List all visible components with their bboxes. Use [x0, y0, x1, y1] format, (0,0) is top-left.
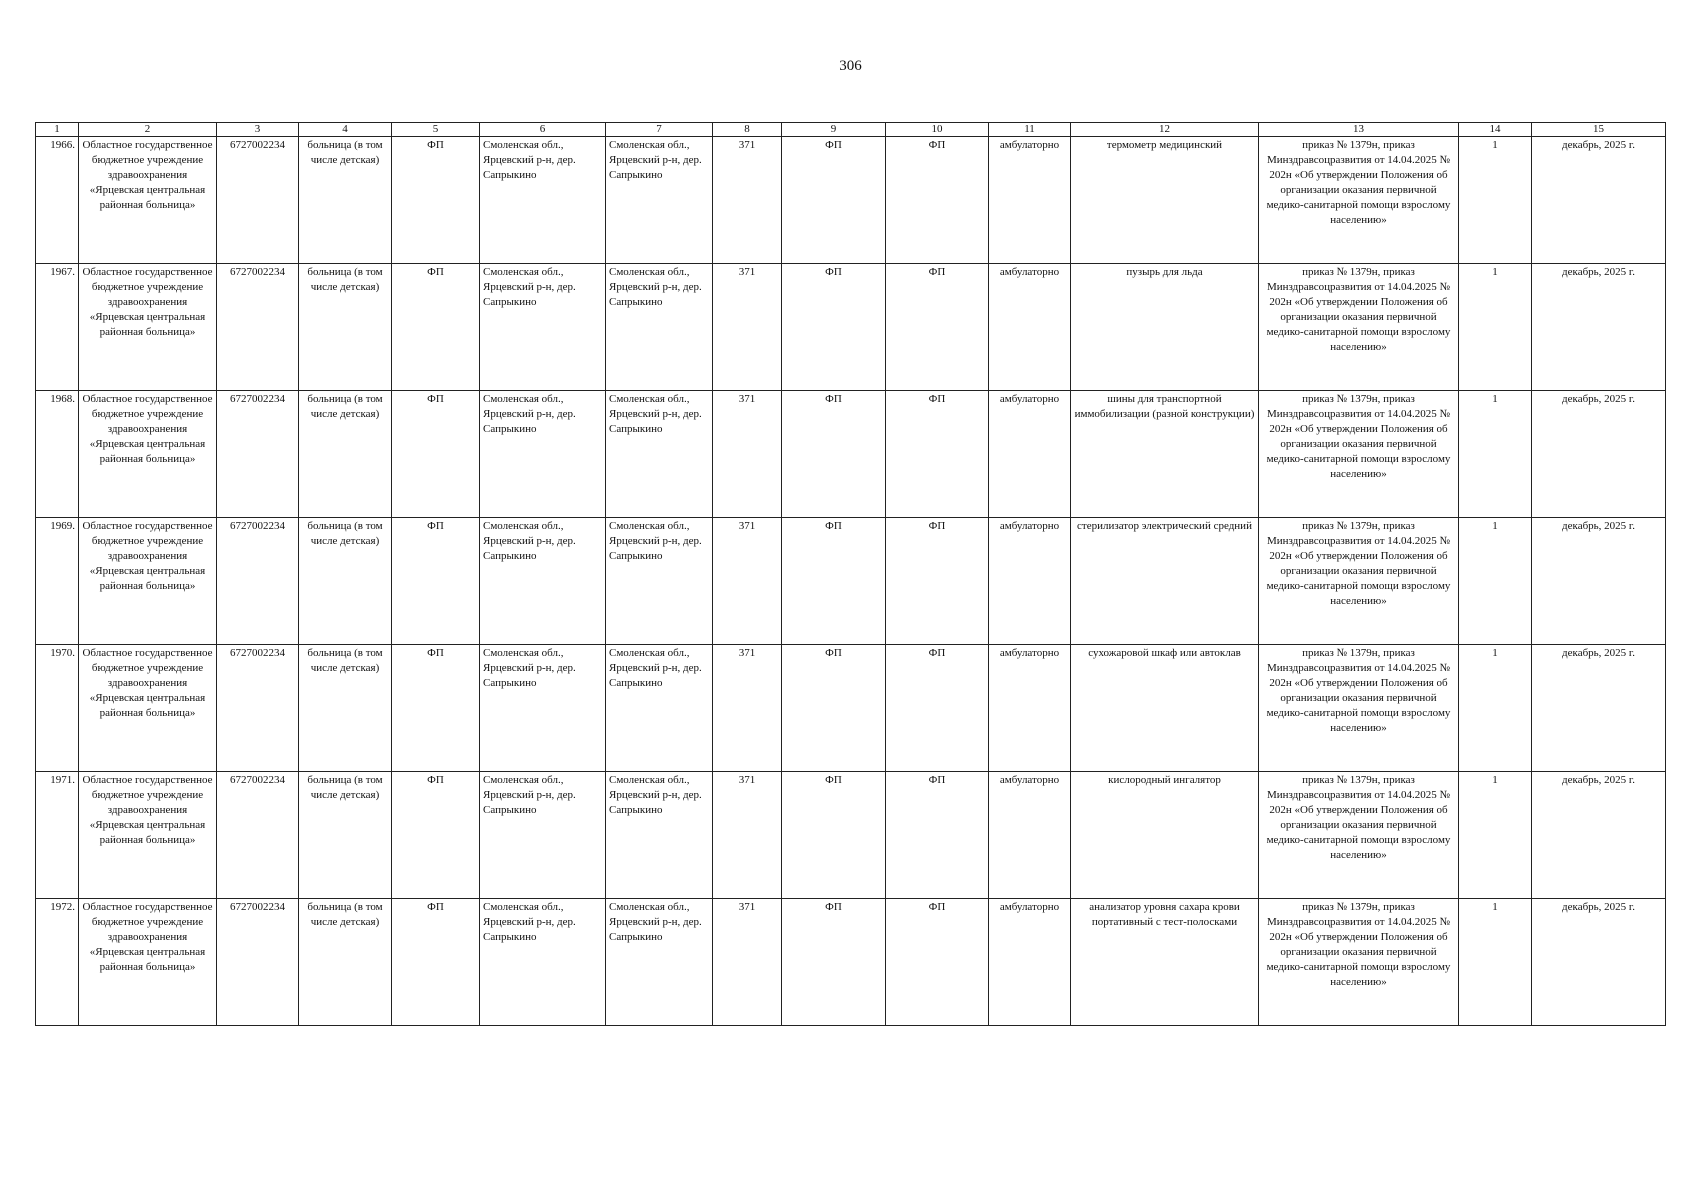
organization-name: Областное государственное бюджетное учреждение здравоохранения «Ярцевская центральная районная больница»: [79, 137, 217, 264]
row-number: 1966.: [36, 137, 79, 264]
column-10-cell: ФП: [886, 391, 989, 518]
facility-type: больница (в том числе детская): [299, 264, 392, 391]
facility-type: больница (в том числе детская): [299, 391, 392, 518]
unit-cell: ФП: [392, 645, 480, 772]
equipment-name: стерилизатор электрический средний: [1071, 518, 1259, 645]
column-header: 8: [713, 123, 782, 137]
column-9-cell: ФП: [782, 391, 886, 518]
column-header: 12: [1071, 123, 1259, 137]
table-row: [36, 518, 1666, 645]
column-header: 9: [782, 123, 886, 137]
care-mode: амбулаторно: [989, 391, 1071, 518]
legal-address: Смоленская обл., Ярцевский р-н, дер. Сапрыкино: [480, 391, 606, 518]
facility-type: больница (в том числе детская): [299, 518, 392, 645]
organization-name: Областное государственное бюджетное учреждение здравоохранения «Ярцевская центральная районная больница»: [79, 391, 217, 518]
table-row: [36, 264, 1666, 391]
legal-address: Смоленская обл., Ярцевский р-н, дер. Сапрыкино: [480, 264, 606, 391]
actual-address: Смоленская обл., Ярцевский р-н, дер. Сапрыкино: [606, 264, 713, 391]
care-mode: амбулаторно: [989, 264, 1071, 391]
deadline-cell: декабрь, 2025 г.: [1532, 645, 1666, 772]
column-header: 10: [886, 123, 989, 137]
quantity-cell: 1: [1459, 899, 1532, 1026]
care-mode: амбулаторно: [989, 518, 1071, 645]
legal-basis: приказ № 1379н, приказ Минздравсоцразвития от 14.04.2025 № 202н «Об утверждении Положения об организации оказания первичной медико-санитарной помощи взрослому населению»: [1259, 391, 1459, 518]
column-8-cell: 371: [713, 645, 782, 772]
unit-cell: ФП: [392, 264, 480, 391]
row-number: 1967.: [36, 264, 79, 391]
column-header: 6: [480, 123, 606, 137]
table-row: [36, 645, 1666, 772]
care-mode: амбулаторно: [989, 645, 1071, 772]
column-header: 14: [1459, 123, 1532, 137]
table-row: [36, 899, 1666, 1026]
legal-address: Смоленская обл., Ярцевский р-н, дер. Сапрыкино: [480, 899, 606, 1026]
column-10-cell: ФП: [886, 518, 989, 645]
header-row: [36, 123, 1666, 137]
equipment-name: сухожаровой шкаф или автоклав: [1071, 645, 1259, 772]
legal-basis: приказ № 1379н, приказ Минздравсоцразвития от 14.04.2025 № 202н «Об утверждении Положения об организации оказания первичной медико-санитарной помощи взрослому населению»: [1259, 899, 1459, 1026]
actual-address: Смоленская обл., Ярцевский р-н, дер. Сапрыкино: [606, 137, 713, 264]
column-10-cell: ФП: [886, 772, 989, 899]
column-10-cell: ФП: [886, 137, 989, 264]
deadline-cell: декабрь, 2025 г.: [1532, 137, 1666, 264]
row-number: 1969.: [36, 518, 79, 645]
column-8-cell: 371: [713, 518, 782, 645]
organization-name: Областное государственное бюджетное учреждение здравоохранения «Ярцевская центральная районная больница»: [79, 645, 217, 772]
deadline-cell: декабрь, 2025 г.: [1532, 391, 1666, 518]
inn-cell: 6727002234: [217, 772, 299, 899]
inn-cell: 6727002234: [217, 645, 299, 772]
equipment-name: кислородный ингалятор: [1071, 772, 1259, 899]
facility-type: больница (в том числе детская): [299, 899, 392, 1026]
table-row: [36, 137, 1666, 264]
actual-address: Смоленская обл., Ярцевский р-н, дер. Сапрыкино: [606, 518, 713, 645]
column-header: 5: [392, 123, 480, 137]
legal-basis: приказ № 1379н, приказ Минздравсоцразвития от 14.04.2025 № 202н «Об утверждении Положения об организации оказания первичной медико-санитарной помощи взрослому населению»: [1259, 137, 1459, 264]
column-header: 1: [36, 123, 79, 137]
organization-name: Областное государственное бюджетное учреждение здравоохранения «Ярцевская центральная районная больница»: [79, 518, 217, 645]
equipment-name: шины для транспортной иммобилизации (разной конструкции): [1071, 391, 1259, 518]
column-10-cell: ФП: [886, 264, 989, 391]
quantity-cell: 1: [1459, 264, 1532, 391]
equipment-name: термометр медицинский: [1071, 137, 1259, 264]
quantity-cell: 1: [1459, 518, 1532, 645]
table-row: [36, 391, 1666, 518]
column-9-cell: ФП: [782, 264, 886, 391]
column-header: 11: [989, 123, 1071, 137]
organization-name: Областное государственное бюджетное учреждение здравоохранения «Ярцевская центральная районная больница»: [79, 264, 217, 391]
unit-cell: ФП: [392, 518, 480, 645]
quantity-cell: 1: [1459, 391, 1532, 518]
organization-name: Областное государственное бюджетное учреждение здравоохранения «Ярцевская центральная районная больница»: [79, 899, 217, 1026]
column-8-cell: 371: [713, 391, 782, 518]
column-header: 4: [299, 123, 392, 137]
unit-cell: ФП: [392, 391, 480, 518]
row-number: 1970.: [36, 645, 79, 772]
actual-address: Смоленская обл., Ярцевский р-н, дер. Сапрыкино: [606, 391, 713, 518]
inn-cell: 6727002234: [217, 137, 299, 264]
column-8-cell: 371: [713, 772, 782, 899]
deadline-cell: декабрь, 2025 г.: [1532, 518, 1666, 645]
column-header: 7: [606, 123, 713, 137]
equipment-name: анализатор уровня сахара крови портативный с тест-полосками: [1071, 899, 1259, 1026]
facility-type: больница (в том числе детская): [299, 137, 392, 264]
column-header: 13: [1259, 123, 1459, 137]
row-number: 1972.: [36, 899, 79, 1026]
inn-cell: 6727002234: [217, 391, 299, 518]
organization-name: Областное государственное бюджетное учреждение здравоохранения «Ярцевская центральная районная больница»: [79, 772, 217, 899]
column-header: 15: [1532, 123, 1666, 137]
care-mode: амбулаторно: [989, 899, 1071, 1026]
row-number: 1968.: [36, 391, 79, 518]
legal-basis: приказ № 1379н, приказ Минздравсоцразвития от 14.04.2025 № 202н «Об утверждении Положения об организации оказания первичной медико-санитарной помощи взрослому населению»: [1259, 518, 1459, 645]
row-number: 1971.: [36, 772, 79, 899]
column-header: 2: [79, 123, 217, 137]
column-9-cell: ФП: [782, 899, 886, 1026]
equipment-register-table: [35, 122, 1666, 1026]
actual-address: Смоленская обл., Ярцевский р-н, дер. Сапрыкино: [606, 645, 713, 772]
column-8-cell: 371: [713, 137, 782, 264]
quantity-cell: 1: [1459, 137, 1532, 264]
inn-cell: 6727002234: [217, 518, 299, 645]
legal-address: Смоленская обл., Ярцевский р-н, дер. Сапрыкино: [480, 772, 606, 899]
unit-cell: ФП: [392, 137, 480, 264]
legal-address: Смоленская обл., Ярцевский р-н, дер. Сапрыкино: [480, 645, 606, 772]
column-8-cell: 371: [713, 899, 782, 1026]
legal-basis: приказ № 1379н, приказ Минздравсоцразвития от 14.04.2025 № 202н «Об утверждении Положения об организации оказания первичной медико-санитарной помощи взрослому населению»: [1259, 772, 1459, 899]
quantity-cell: 1: [1459, 645, 1532, 772]
table-row: [36, 772, 1666, 899]
deadline-cell: декабрь, 2025 г.: [1532, 772, 1666, 899]
column-header: 3: [217, 123, 299, 137]
legal-address: Смоленская обл., Ярцевский р-н, дер. Сапрыкино: [480, 137, 606, 264]
column-9-cell: ФП: [782, 137, 886, 264]
legal-basis: приказ № 1379н, приказ Минздравсоцразвития от 14.04.2025 № 202н «Об утверждении Положения об организации оказания первичной медико-санитарной помощи взрослому населению»: [1259, 264, 1459, 391]
unit-cell: ФП: [392, 899, 480, 1026]
unit-cell: ФП: [392, 772, 480, 899]
column-9-cell: ФП: [782, 518, 886, 645]
column-10-cell: ФП: [886, 645, 989, 772]
legal-address: Смоленская обл., Ярцевский р-н, дер. Сапрыкино: [480, 518, 606, 645]
column-10-cell: ФП: [886, 899, 989, 1026]
actual-address: Смоленская обл., Ярцевский р-н, дер. Сапрыкино: [606, 899, 713, 1026]
care-mode: амбулаторно: [989, 772, 1071, 899]
facility-type: больница (в том числе детская): [299, 772, 392, 899]
deadline-cell: декабрь, 2025 г.: [1532, 899, 1666, 1026]
legal-basis: приказ № 1379н, приказ Минздравсоцразвития от 14.04.2025 № 202н «Об утверждении Положения об организации оказания первичной медико-санитарной помощи взрослому населению»: [1259, 645, 1459, 772]
facility-type: больница (в том числе детская): [299, 645, 392, 772]
column-9-cell: ФП: [782, 772, 886, 899]
column-9-cell: ФП: [782, 645, 886, 772]
actual-address: Смоленская обл., Ярцевский р-н, дер. Сапрыкино: [606, 772, 713, 899]
deadline-cell: декабрь, 2025 г.: [1532, 264, 1666, 391]
quantity-cell: 1: [1459, 772, 1532, 899]
inn-cell: 6727002234: [217, 264, 299, 391]
care-mode: амбулаторно: [989, 137, 1071, 264]
equipment-name: пузырь для льда: [1071, 264, 1259, 391]
inn-cell: 6727002234: [217, 899, 299, 1026]
column-8-cell: 371: [713, 264, 782, 391]
page-number: 306: [839, 58, 862, 74]
